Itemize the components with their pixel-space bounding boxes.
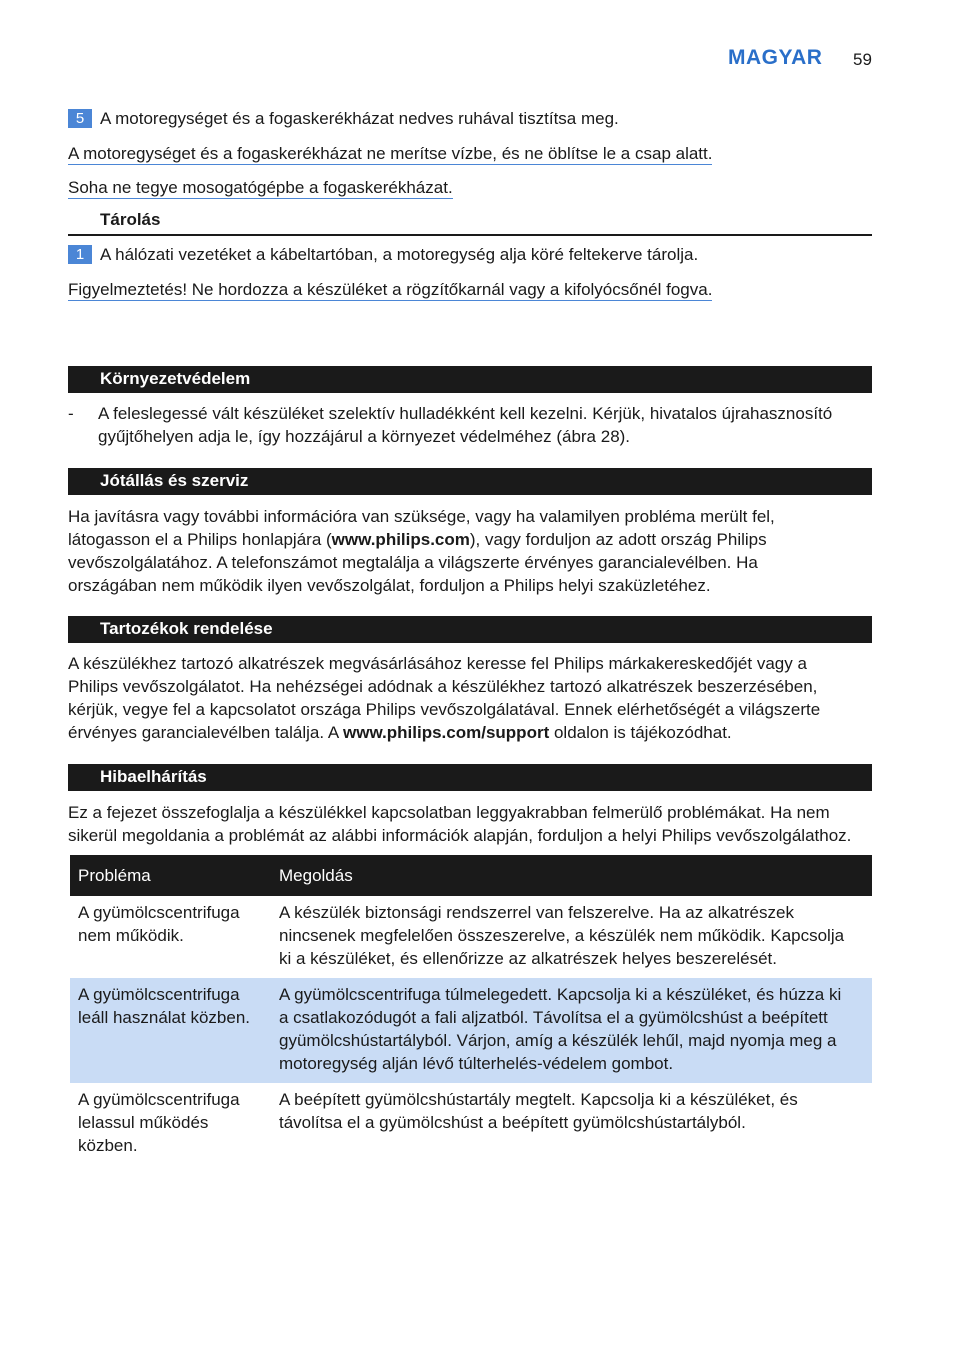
text-line: Philips vevőszolgálatot. Ha nehézségei adódnak a készülékhez tartozó alkatrészek beszerzésében, — [68, 677, 818, 696]
text-span: oldalon is tájékozódhat. — [549, 723, 732, 742]
solution-cell — [271, 896, 872, 978]
bullet-dash: - — [68, 404, 74, 423]
text-line: leáll használat közben. — [78, 1008, 251, 1027]
table-row — [70, 978, 872, 1083]
text-line: nem működik. — [78, 926, 184, 945]
environment-section-bar — [68, 366, 872, 393]
warning-text: Figyelmeztetés! Ne hordozza a készüléket a rögzítőkarnál vagy a kifolyócsőnél fogva. — [68, 280, 713, 299]
accessories-paragraph — [68, 652, 876, 744]
warning-text: Soha ne tegye mosogatógépbe a fogaskerékházat. — [68, 178, 453, 197]
problem-cell — [70, 1083, 271, 1165]
text-span: látogasson el a Philips honlapjára ( — [68, 530, 332, 549]
section-title: Tartozékok rendelése — [100, 619, 273, 638]
text-line: sikerül megoldania a problémát az alábbi információk alapján, forduljon a helyi Philips vevőszolgálathoz. — [68, 826, 852, 845]
storage-title: Tárolás — [100, 210, 161, 229]
solution-cell — [271, 978, 872, 1083]
problem-cell — [70, 978, 271, 1083]
table-header-row — [70, 855, 872, 896]
column-header-solution: Megoldás — [271, 855, 872, 896]
cleaning-step-5 — [68, 108, 619, 130]
text-line: A gyümölcscentrifuga túlmelegedett. Kapcsolja ki a készüléket, és húzza ki — [279, 985, 842, 1004]
storage-heading — [68, 208, 872, 236]
language-label: MAGYAR — [728, 46, 823, 69]
text-span: ), vagy forduljon az adott ország Philips — [469, 530, 767, 549]
warranty-section-bar — [68, 468, 872, 495]
text-line: vevőszolgálatához. A telefonszámot megtalálja a világszerte érvényes garancialevélben. Ha — [68, 553, 758, 572]
column-header-problem: Probléma — [70, 855, 271, 896]
warning-text: A motoregységet és a fogaskerékházat ne merítse vízbe, és ne öblítse le a csap alatt. — [68, 144, 713, 163]
text-line: távolítsa el a gyümölcshúst a beépített gyümölcshústartályból. — [279, 1113, 746, 1132]
problem-cell — [70, 896, 271, 978]
text-line: motoregység alján lévő túlterhelés-védelem gombot. — [279, 1054, 674, 1073]
step-number-badge: 1 — [68, 245, 92, 264]
text-line: A beépített gyümölcshústartály megtelt. Kapcsolja ki a készüléket, és — [279, 1090, 798, 1109]
troubleshooting-section-bar — [68, 764, 872, 791]
environment-bullet — [98, 402, 878, 448]
philips-support-link[interactable]: www.philips.com/support — [343, 723, 550, 742]
cleaning-warning-1 — [68, 143, 712, 165]
warranty-paragraph — [68, 505, 876, 597]
text-line: országában nem működik ilyen vevőszolgálat, forduljon a Philips helyi szaküzletéhez. — [68, 576, 711, 595]
storage-warning — [68, 279, 712, 301]
text-span: érvényes garancialevélben találja. A — [68, 723, 344, 742]
table-row — [70, 896, 872, 978]
text-line: A gyümölcscentrifuga — [78, 985, 240, 1004]
text-line: gyümölcshústartályból. Várjon, amíg a készülék lehűl, majd nyomja meg a — [279, 1031, 837, 1050]
text-line: gyűjtőhelyen adja le, így hozzájárul a környezet védelméhez (ábra 28). — [98, 427, 631, 446]
text-line: nincsenek megfelelően összeszerelve, a készülék nem működik. Kapcsolja — [279, 926, 845, 945]
storage-step-1 — [68, 244, 698, 266]
text-line: A gyümölcscentrifuga — [78, 903, 240, 922]
text-line: A készülék biztonsági rendszerrel van felszerelve. Ha az alkatrészek — [279, 903, 794, 922]
cleaning-warning-2 — [68, 177, 453, 199]
solution-cell — [271, 1083, 872, 1165]
philips-link[interactable]: www.philips.com — [331, 530, 470, 549]
section-title: Környezetvédelem — [100, 369, 251, 388]
text-line: közben. — [78, 1136, 138, 1155]
text-line: A feleslegessé vált készüléket szelektív hulladékként kell kezelni. Kérjük, hivatalos újrahasznosító — [98, 404, 833, 423]
troubleshooting-table — [70, 855, 872, 1165]
section-title: Jótállás és szerviz — [100, 471, 249, 490]
troubleshooting-intro — [68, 801, 876, 847]
text-line: a csatlakozódugót a fali aljzatból. Távolítsa el a gyümölcshúst a beépített — [279, 1008, 828, 1027]
step-text: A hálózati vezetéket a kábeltartóban, a motoregység alja köré feltekerve tárolja. — [100, 245, 699, 264]
table-row — [70, 1083, 872, 1165]
text-line: Ez a fejezet összefoglalja a készülékkel kapcsolatban leggyakrabban felmerülő problémákat. Ha nem — [68, 803, 830, 822]
accessories-section-bar — [68, 616, 872, 643]
text-line — [68, 721, 876, 744]
text-line: lelassul működés — [78, 1113, 209, 1132]
text-line: ki a készüléket, és ellenőrizze az alkatrészek helyes beszerelését. — [279, 949, 777, 968]
text-line — [68, 528, 876, 551]
text-line: Ha javításra vagy további információra van szüksége, vagy ha valamilyen probléma merült fel, — [68, 507, 775, 526]
section-title: Hibaelhárítás — [100, 767, 207, 786]
step-text: A motoregységet és a fogaskerékházat nedves ruhával tisztítsa meg. — [100, 109, 619, 128]
step-number-badge: 5 — [68, 109, 92, 128]
page-number: 59 — [853, 50, 872, 69]
text-line: kérjük, vegye fel a kapcsolatot országa Philips vevőszolgálatával. Ennek elérhetőségét a világszerte — [68, 700, 821, 719]
text-line: A készülékhez tartozó alkatrészek megvásárlásához keresse fel Philips márkakereskedőjét vagy a — [68, 654, 807, 673]
text-line: A gyümölcscentrifuga — [78, 1090, 240, 1109]
